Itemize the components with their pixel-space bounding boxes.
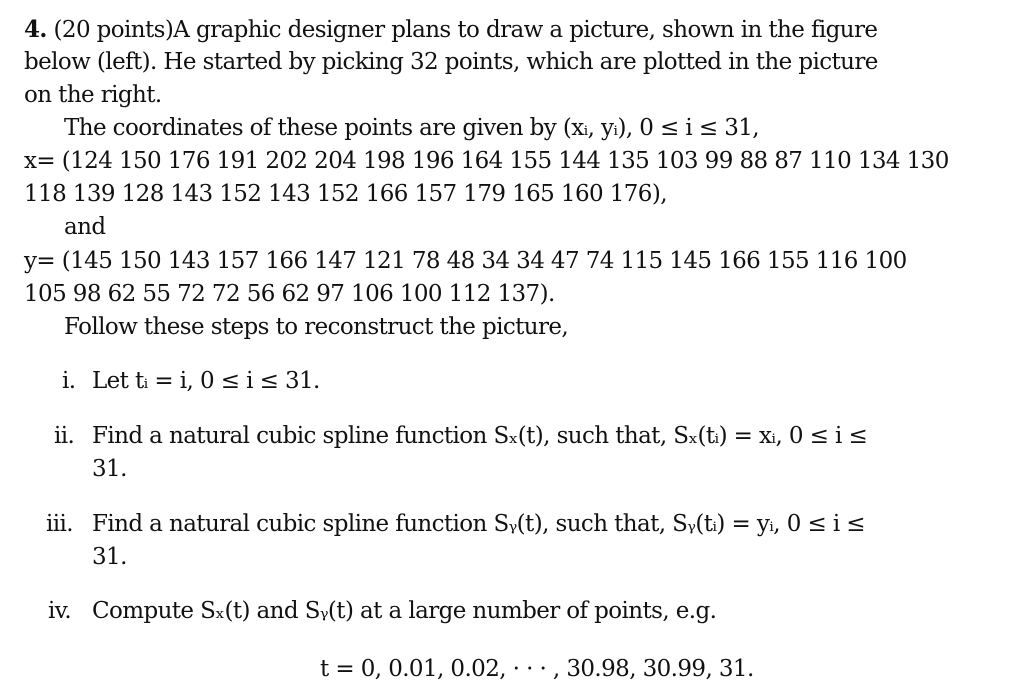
step-2-number: ii. — [54, 423, 75, 449]
intro-text-1: (20 points)A graphic designer plans to draw a picture, shown in the figure — [53, 17, 878, 43]
step-1-number: i. — [62, 368, 76, 394]
x-values-line-1: x= (124 150 176 191 202 204 198 196 164 155 144 135 103 99 88 87 110 134 130 — [24, 148, 949, 174]
problem-intro-line-1 — [24, 18, 877, 42]
step-4-text: Compute Sₓ(t) and Sᵧ(t) at a large number of points, e.g. — [92, 598, 717, 624]
step-2-text-line-1: Find a natural cubic spline function Sₓ(t), such that, Sₓ(tᵢ) = xᵢ, 0 ≤ i ≤ — [92, 423, 868, 449]
problem-intro-line-2: below (left). He started by picking 32 points, which are plotted in the picture — [24, 49, 878, 75]
step-2-text-line-2: 31. — [92, 456, 127, 482]
x-values-line-2: 118 139 128 143 152 143 152 166 157 179 165 160 176), — [24, 181, 667, 207]
y-values-line-1: y= (145 150 143 157 166 147 121 78 48 34 34 47 74 115 145 166 155 116 100 — [24, 248, 907, 274]
step-3-text-line-1: Find a natural cubic spline function Sᵧ(t), such that, Sᵧ(tᵢ) = yᵢ, 0 ≤ i ≤ — [92, 511, 865, 537]
step-1-text: Let tᵢ = i, 0 ≤ i ≤ 31. — [92, 368, 320, 394]
problem-intro-line-3: on the right. — [24, 82, 162, 108]
coordinates-intro: The coordinates of these points are given by (xᵢ, yᵢ), 0 ≤ i ≤ 31, — [64, 115, 760, 141]
step-3-number: iii. — [46, 511, 73, 537]
y-values-line-2: 105 98 62 55 72 72 56 62 97 106 100 112 137). — [24, 281, 555, 307]
problem-number: 4. — [24, 16, 47, 43]
follow-steps-text: Follow these steps to reconstruct the picture, — [64, 314, 569, 340]
step-4-number: iv. — [48, 598, 72, 624]
sample-points-equation: t = 0, 0.01, 0.02, · · · , 30.98, 30.99, 31. — [320, 656, 754, 682]
and-text: and — [64, 214, 106, 240]
step-3-text-line-2: 31. — [92, 544, 127, 570]
